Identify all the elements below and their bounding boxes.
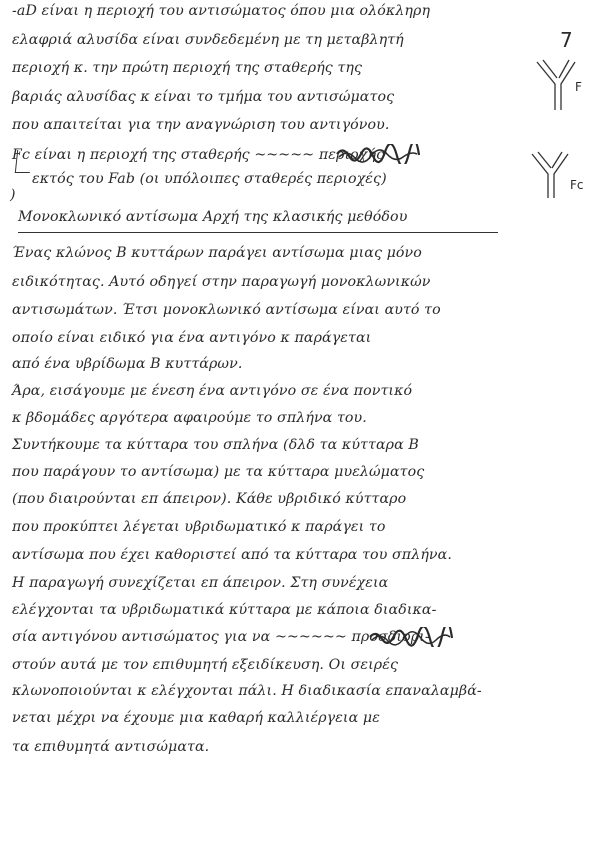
text-line: περιοχή κ. την πρώτη περιοχή της σταθερής της <box>12 60 363 76</box>
heading-underline <box>18 232 498 233</box>
text-line: που απαιτείται για την αναγνώριση του αντιγόνου. <box>12 117 390 133</box>
text-line: Η παραγωγή συνεχίζεται επ άπειρον. Στη συνέχεια <box>12 575 389 591</box>
bracket-mark: ) <box>10 187 16 203</box>
page-number: 7 <box>560 28 573 52</box>
text-line: που παράγουν το αντίσωμα) με τα κύτταρα μυελώματος <box>12 464 425 480</box>
text-line: κ βδομάδες αργότερα αφαιρούμε το σπλήνα του. <box>12 410 367 426</box>
text-line: εκτός του Fab (οι υπόλοιπες σταθερές περιοχές) <box>32 171 387 187</box>
text-line: αντίσωμα που έχει καθοριστεί από τα κύτταρα του σπλήνα. <box>12 547 452 563</box>
text-line: νεται μέχρι να έχουμε μια καθαρή καλλιέργεια με <box>12 710 380 726</box>
text-line: αντισωμάτων. Έτσι μονοκλωνικό αντίσωμα είναι αυτό το <box>12 302 441 318</box>
text-line: Συντήκουμε τα κύτταρα του σπλήνα (δλδ τα κύτταρα Β <box>12 437 419 453</box>
text-line: τα επιθυμητά αντισώματα. <box>12 739 210 755</box>
text-line: ελαφριά αλυσίδα είναι συνδεδεμένη με τη μεταβλητή <box>12 32 404 48</box>
text-line: Ένας κλώνος Β κυττάρων παράγει αντίσωμα μιας μόνο <box>12 245 422 261</box>
text-line: οποίο είναι ειδικό για ένα αντιγόνο κ παράγεται <box>12 330 372 346</box>
text-line: στούν αυτά με τον επιθυμητή εξειδίκευση. Οι σειρές <box>12 657 399 673</box>
section-heading: Μονοκλωνικό αντίσωμα Αρχή της κλασικής μεθόδου <box>18 209 408 225</box>
crossed-out-scribble-icon <box>368 627 454 647</box>
text-line: που προκύπτει λέγεται υβριδωματικό κ παράγει το <box>12 519 386 535</box>
antibody-y-sketch-icon <box>528 150 576 202</box>
fab-label: F <box>575 80 582 94</box>
text-line: βαριάς αλυσίδας κ είναι το τμήμα του αντισώματος <box>12 89 395 105</box>
text-line: από ένα υβρίδωμα Β κυττάρων. <box>12 356 243 372</box>
text-line: ειδικότητας. Αυτό οδηγεί στην παραγωγή μονοκλωνικών <box>12 274 431 290</box>
text-line: ελέγχονται τα υβριδωματικά κύτταρα με κάποια διαδικα- <box>12 602 437 618</box>
fc-label: Fc <box>570 178 584 192</box>
text-line: σία αντιγόνου αντισώματος για να ~~~~~~ προσδιορι- <box>12 629 430 645</box>
text-line: (που διαιρούνται επ άπειρον). Κάθε υβριδικό κύτταρο <box>12 491 407 507</box>
text-line: -aD είναι η περιοχή του αντισώματος όπου μια ολόκληρη <box>12 3 431 19</box>
text-line: Fc είναι η περιοχή της σταθερής ~~~~~ περιοχής <box>12 147 385 163</box>
crossed-out-scribble-icon <box>335 144 420 164</box>
text-line: Άρα, εισάγουμε με ένεση ένα αντιγόνο σε ένα ποντικό <box>12 383 413 399</box>
text-line: κλωνοποιούνται κ ελέγχονται πάλι. Η διαδικασία επαναλαμβά- <box>12 683 482 699</box>
fc-underline-mark <box>15 150 32 173</box>
